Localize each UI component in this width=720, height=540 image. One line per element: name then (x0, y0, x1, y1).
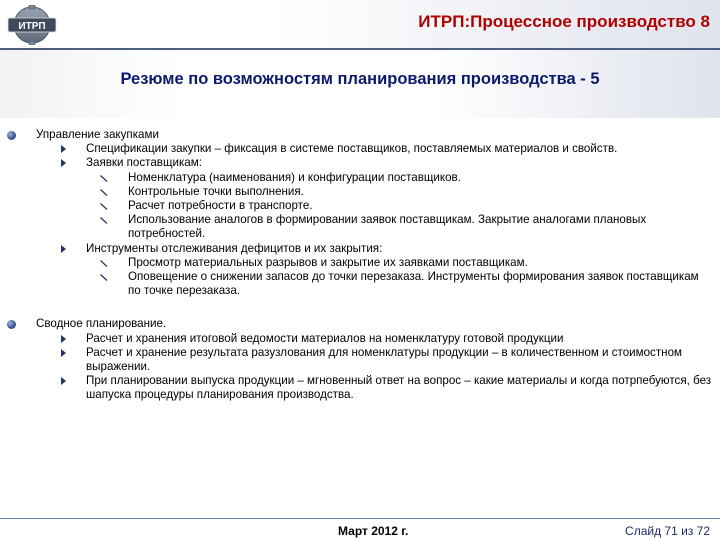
sub-bullet (0, 242, 720, 256)
footer-date: Март 2012 г. (338, 524, 409, 538)
triangle-bullet-icon (61, 349, 66, 357)
dash-bullet-icon (100, 274, 108, 281)
sub-sub-bullet (0, 256, 720, 270)
triangle-bullet-icon (61, 245, 66, 253)
footer-divider (0, 518, 720, 519)
triangle-bullet-icon (61, 159, 66, 167)
dash-bullet-icon (100, 217, 108, 224)
triangle-bullet-icon (61, 145, 66, 153)
bullet-consolidated-planning (0, 317, 720, 331)
header-bar (0, 0, 720, 50)
section-gap (0, 298, 720, 317)
sub-sub-bullet-text: Использование аналогов в формировании заявок поставщикам. Закрытие аналогами плановых потребностей. (128, 213, 647, 241)
bullet-text: Управление закупками (36, 128, 159, 141)
dash-bullet-icon (100, 175, 108, 182)
bullet-procurement (0, 128, 720, 142)
sub-sub-bullet (0, 213, 720, 241)
dash-bullet-icon (100, 203, 108, 210)
sub-bullet-text: Расчет и хранения итоговой ведомости материалов на номенклатуру готовой продукции (86, 331, 564, 345)
triangle-bullet-icon (61, 377, 66, 385)
sub-sub-bullet (0, 270, 720, 298)
sub-bullet-text: Инструменты отслеживания дефицитов и их закрытия: (86, 241, 383, 255)
sub-sub-bullet-text: Оповещение о снижении запасов до точки перезаказа. Инструменты формирования заявок поставщикам по точке перезаказа. (128, 270, 699, 298)
svg-text:ИТРП: ИТРП (18, 21, 46, 32)
bullet-text: Сводное планирование. (36, 317, 167, 331)
slide-content (0, 128, 720, 403)
sub-bullet (0, 142, 720, 156)
sub-bullet (0, 332, 720, 346)
sub-sub-bullet-text: Просмотр материальных разрывов и закрытие их заявками поставщикам. (128, 255, 528, 269)
sub-bullet-text: Заявки поставщикам: (86, 156, 202, 170)
round-bullet-icon (7, 131, 16, 140)
sub-bullet (0, 374, 720, 402)
sub-bullet (0, 346, 720, 374)
dash-bullet-icon (100, 260, 108, 267)
sub-bullet-text: При планировании выпуска продукции – мгновенный ответ на вопрос – какие материалы и когда потрпебуются, без шапуска процедуры планирования производства. (86, 374, 712, 402)
sub-bullet (0, 156, 720, 170)
sub-sub-bullet-text: Номенклатура (наименования) и конфигурации поставщиков. (128, 170, 461, 184)
dash-bullet-icon (100, 189, 108, 196)
sub-bullet-text: Расчет и хранение результата разузлования для номенклатуры продукции – в количественном и стоимостном выражении. (86, 345, 682, 374)
sub-bullet-text: Спецификации закупки – фиксация в системе поставщиков, поставляемых материалов и свойств. (86, 142, 618, 156)
triangle-bullet-icon (61, 335, 66, 343)
sub-sub-bullet-text: Контрольные точки выполнения. (128, 184, 304, 198)
header-title: ИТРП:Процессное производство 8 (418, 12, 710, 31)
slide-title: Резюме по возможностям планирования производства - 5 (120, 70, 600, 88)
sub-sub-bullet (0, 185, 720, 199)
sub-sub-bullet (0, 171, 720, 185)
sub-sub-bullet (0, 199, 720, 213)
round-bullet-icon (7, 320, 16, 329)
itrp-logo-icon (6, 5, 58, 45)
sub-sub-bullet-text: Расчет потребности в транспорте. (128, 199, 313, 213)
slide-number: Слайд 71 из 72 (625, 524, 710, 538)
